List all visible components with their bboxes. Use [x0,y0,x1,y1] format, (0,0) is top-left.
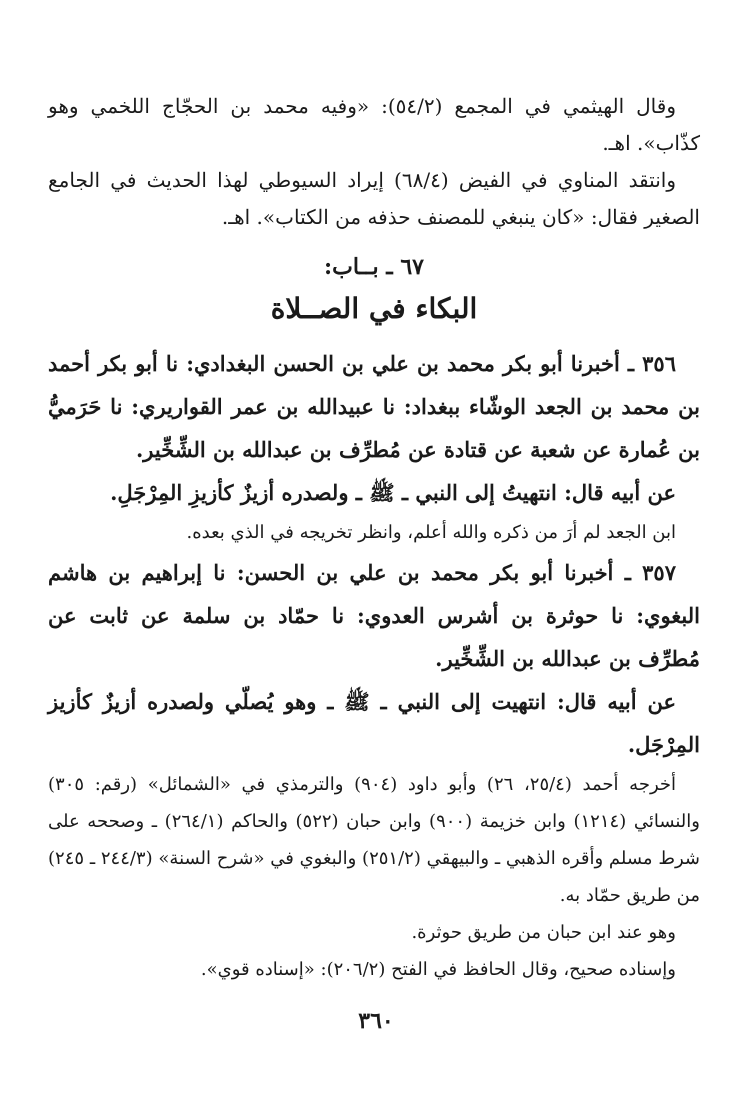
hadith-357-matn: عن أبيه قال: انتهيت إلى النبي ـ ﷺ ـ وهو يُصلّي ولصدره أزيزٌ كأزيز المِرْجَل. [48,689,700,757]
hadith-357-isnad: ٣٥٧ ـ أخبرنا أبو بكر محمد بن علي بن الحسن: نا إبراهيم بن هاشم البغوي: نا حوثرة بن أشرس العدوي: نا حمّاد بن سلمة عن ثابت عن مُطرِّف بن عبدالله بن الشِّخِّير. [48,560,700,671]
chapter-heading [48,248,700,332]
page-body [48,88,700,988]
hadith-357-note-1: وهو عند ابن حبان من طريق حوثرة. [411,922,676,943]
chapter-number: ٦٧ ـ بــاب: [324,254,424,280]
hadith-356-isnad: ٣٥٦ ـ أخبرنا أبو بكر محمد بن علي بن الحسن البغدادي: نا أبو بكر أحمد بن محمد بن الجعد الوشّاء ببغداد: نا عبيدالله بن عمر القواريري: نا حَرَميُّ بن عُمارة عن شعبة عن قتادة عن مُطرِّف بن عبدالله بن الشِّخِّير. [48,351,700,462]
hadith-357-takhrij: أخرجه أحمد (٢٥/٤، ٢٦) وأبو داود (٩٠٤) والترمذي في «الشمائل» (رقم: ٣٠٥) والنسائي (١٢١٤) وابن خزيمة (٩٠٠) وابن حبان (٥٢٢) والحاكم (٢٦٤/١) ـ وصححه على شرط مسلم وأقره الذهبي ـ والبيهقي (٢٥١/٢) والبغوي في «شرح السنة» (٢٤٤/٣ ـ ٢٤٥) من طريق حمّاد به. [48,774,700,906]
hadith-356-note: ابن الجعد لم أرَ من ذكره والله أعلم، وانظر تخريجه في الذي بعده. [186,522,676,543]
hadith-357-note-2: وإسناده صحيح، وقال الحافظ في الفتح (٢٠٦/٢): «إسناده قوي». [200,959,676,980]
page-number: ٣٦٠ [358,1008,394,1034]
intro-paragraph-2: وانتقد المناوي في الفيض (٦٨/٤) إيراد السيوطي لهذا الحديث في الجامع الصغير فقال: «كان ينبغي للمصنف حذفه من الكتاب». اهـ. [48,168,700,229]
hadith-356-matn: عن أبيه قال: انتهيتُ إلى النبي ـ ﷺ ـ ولصدره أزيزٌ كأزيزِ المِرْجَلِ. [110,480,676,505]
intro-paragraph-1: وقال الهيثمي في المجمع (٥٤/٢): «وفيه محمد بن الحجّاج اللخمي وهو كذّاب». اهـ. [48,94,700,155]
chapter-title: البكاء في الصــلاة [270,292,478,325]
